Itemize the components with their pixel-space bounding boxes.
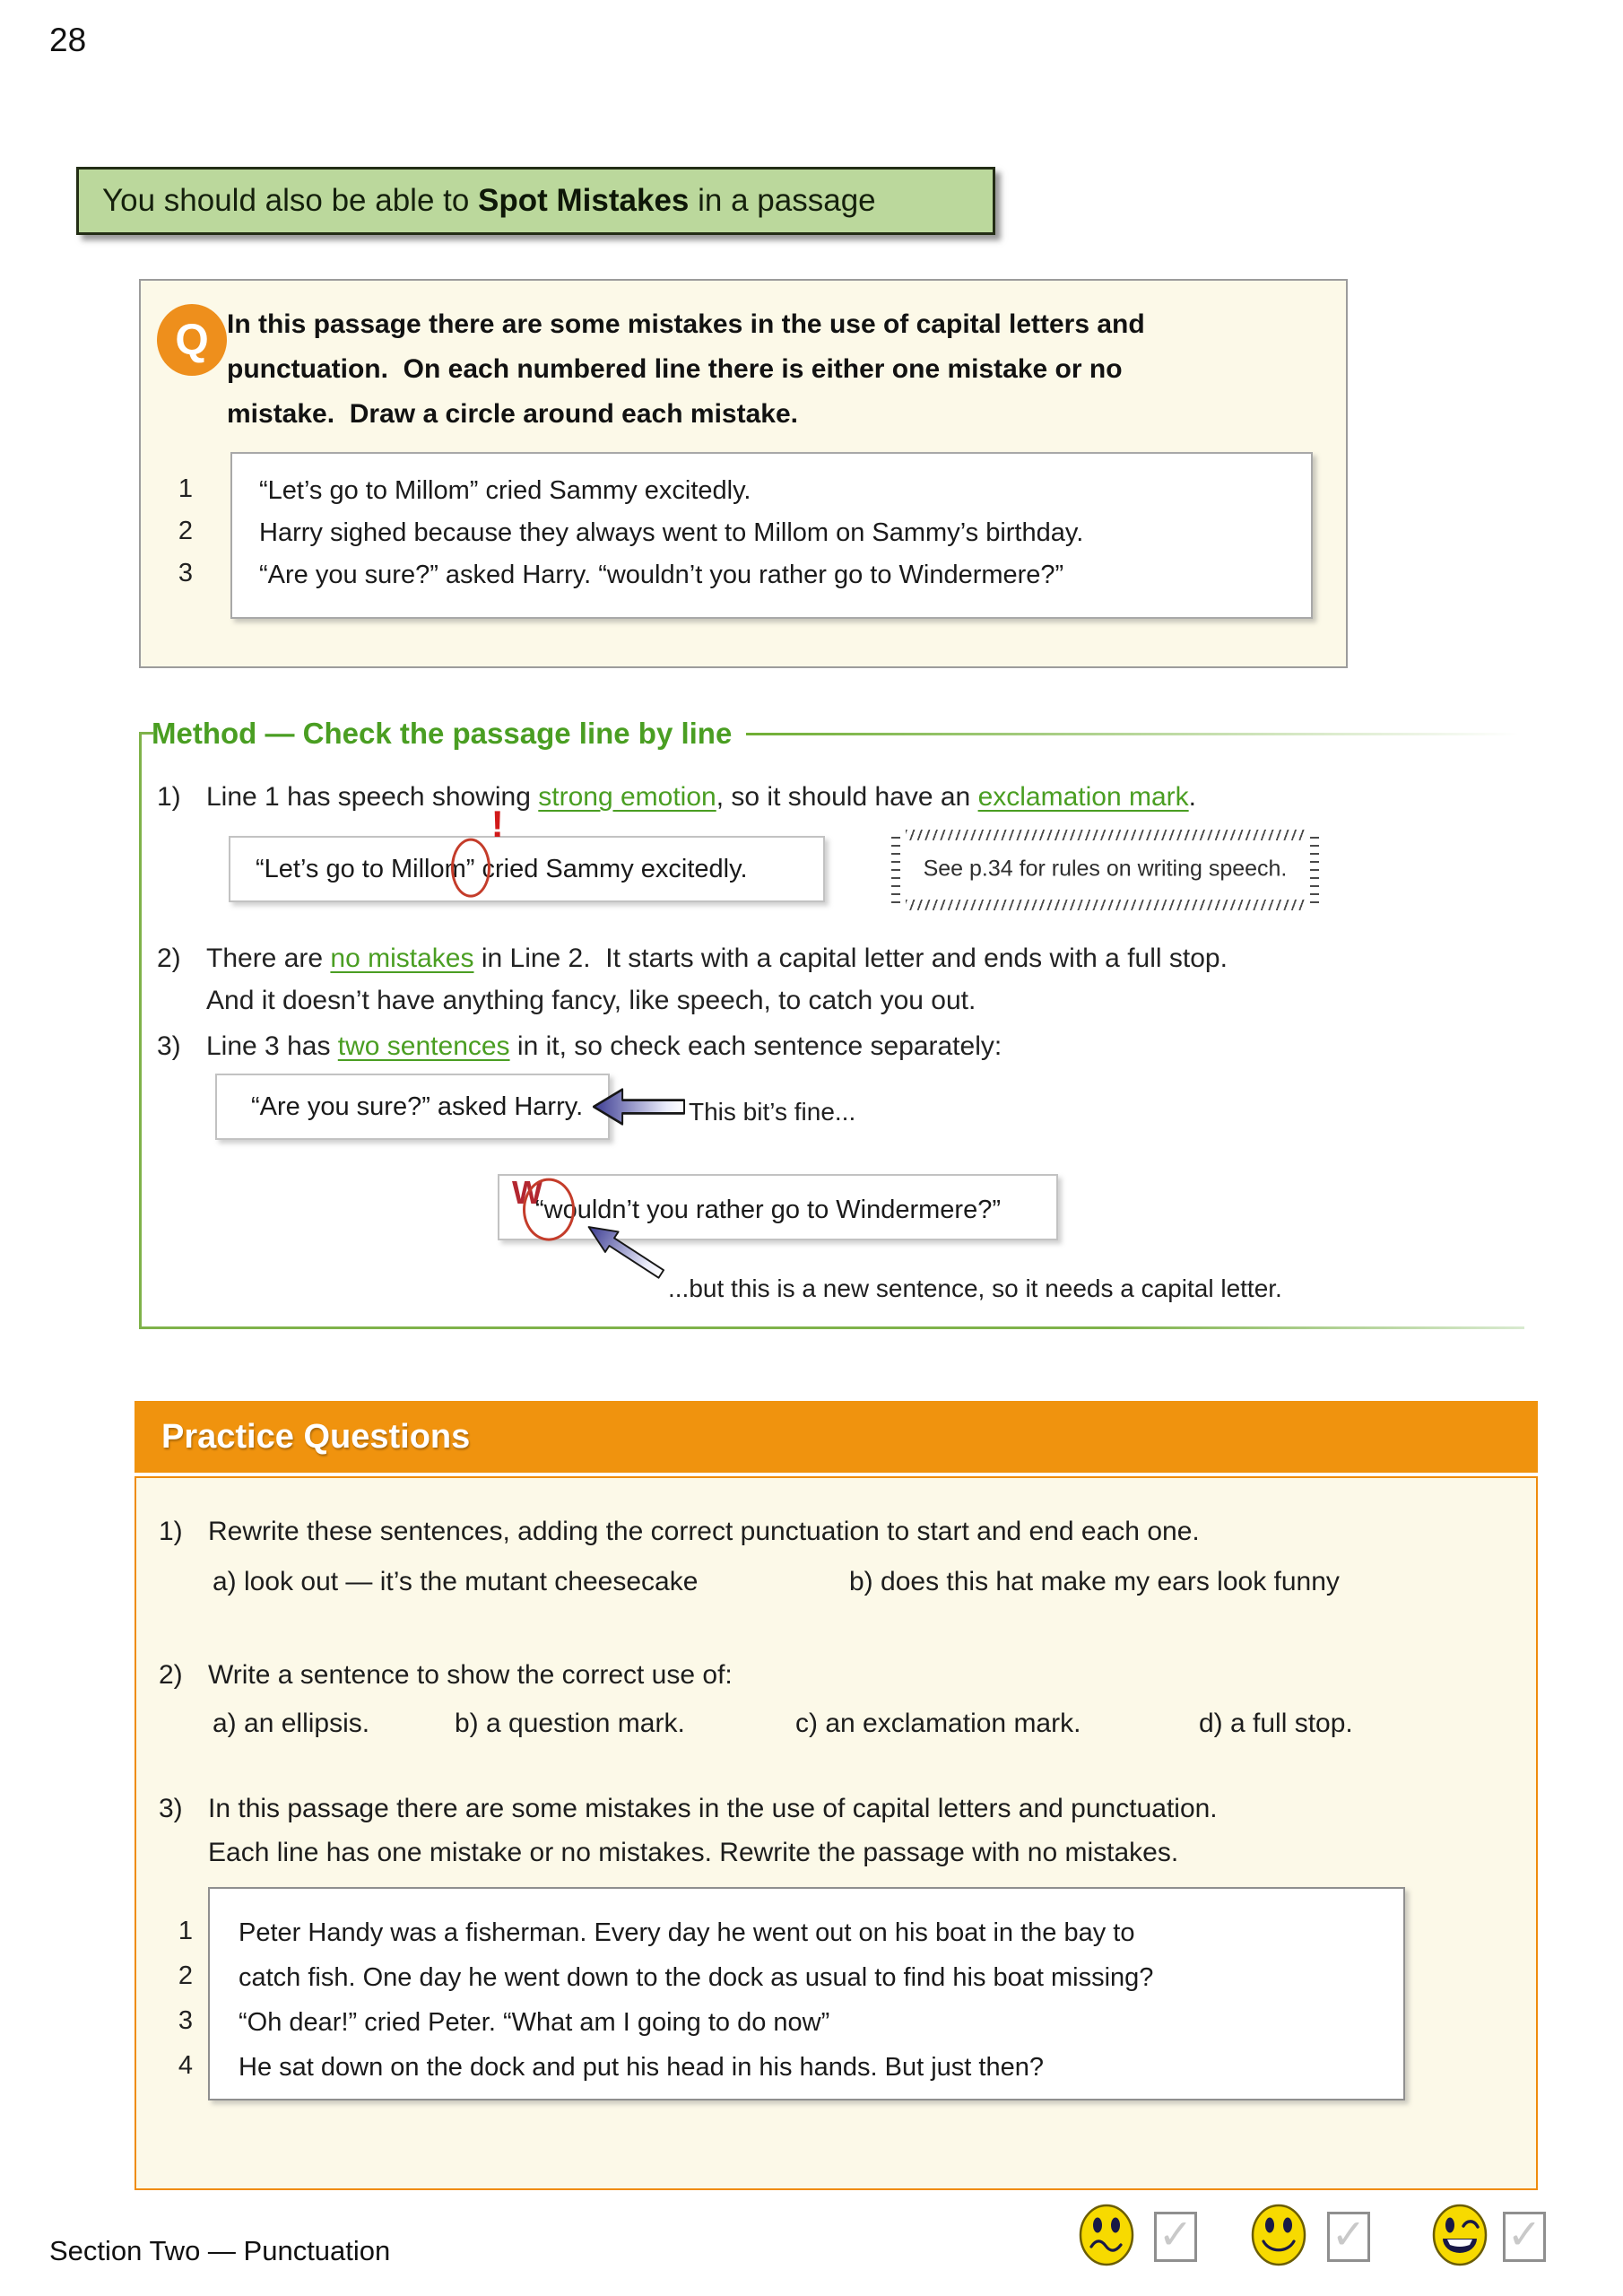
example-text: [256, 802, 748, 884]
method-heading-row: [152, 714, 1519, 753]
smiley-confused-icon: [1079, 2203, 1134, 2267]
section-banner: [76, 167, 995, 235]
step-text-segment: There are: [206, 944, 331, 973]
note-hatch-border-right: [1310, 835, 1319, 903]
page-number: 28: [49, 22, 87, 58]
passage-line: Harry sighed because they always went to Millom on Sammy’s birthday.: [259, 518, 1084, 547]
section-footer-label: Section Two — Punctuation: [49, 2235, 391, 2266]
practice-questions-title: Practice Questions: [161, 1417, 471, 1456]
step-text: [206, 937, 1228, 1022]
question-passage-box: [230, 452, 1313, 619]
practice-passage-box: [208, 1887, 1405, 2100]
banner-text-post: in a passage: [689, 183, 876, 218]
question-prompt-line: mistake. Draw a circle around each mistake.: [227, 399, 798, 429]
side-note: [897, 837, 1314, 901]
practice-q3-prompt-line: Each line has one mistake or no mistakes. Rewrite the passage with no mistakes.: [208, 1838, 1179, 1867]
callout-new-sentence: ...but this is a new sentence, so it needs a capital letter.: [668, 1274, 1282, 1302]
practice-q1: [159, 1510, 1504, 1552]
circled-mistake: [465, 802, 504, 884]
question-prompt: Write a sentence to show the correct use of:: [208, 1660, 733, 1690]
example-line1-box: [229, 802, 825, 902]
practice-q2-part-d: d) a full stop.: [1199, 1709, 1353, 1738]
question-number: 1): [159, 1517, 183, 1546]
red-circle-annotation: [523, 1178, 575, 1240]
method-border-bottom: [139, 1326, 1524, 1329]
practice-q2: [159, 1654, 1504, 1696]
step-text-line: [206, 937, 1228, 979]
side-note-text: See p.34 for rules on writing speech.: [923, 856, 1288, 882]
question-box: [139, 279, 1348, 668]
passage-line: “Are you sure?” asked Harry. “wouldn’t you rather go to Windermere?”: [259, 561, 1064, 589]
question-prompt-line: In this passage there are some mistakes in the use of capital letters and: [227, 309, 1145, 339]
practice-q2-part-a: a) an ellipsis.: [213, 1709, 370, 1738]
passage-line: Peter Handy was a fisherman. Every day he went out on his boat in the bay to: [239, 1918, 1135, 1947]
step-text: [206, 776, 1196, 818]
banner-text-bold: Spot Mistakes: [478, 183, 690, 218]
red-capital-annotation: W: [512, 1174, 542, 1211]
practice-questions-header: [135, 1401, 1538, 1473]
keyword-link: no mistakes: [330, 944, 474, 973]
question-passage-line-numbers: [168, 468, 204, 595]
left-arrow-icon: [592, 1086, 686, 1127]
line-number: 4: [178, 2051, 194, 2080]
smiley-wink-icon: [1432, 2203, 1488, 2267]
question-number: 2): [159, 1660, 183, 1690]
keyword-link: two sentences: [337, 1031, 510, 1061]
red-circle-annotation: [451, 839, 490, 898]
step-text-segment: in it, so check each sentence separately:: [509, 1031, 1002, 1061]
passage-line: He sat down on the dock and put his head in his hands. But just then?: [239, 2053, 1044, 2082]
example-sentence1-box: [215, 1074, 610, 1140]
question-number: 3): [159, 1794, 183, 1823]
line-number: 2: [178, 1961, 194, 1990]
step-number: 3): [157, 1031, 181, 1061]
question-prompt: [227, 302, 1312, 437]
note-hatch-border-left: [891, 835, 900, 903]
example-sentence2-box: [498, 1174, 1058, 1240]
question-badge-icon: Q: [157, 304, 227, 376]
practice-questions-body: [135, 1476, 1538, 2190]
step-text-line: And it doesn’t have anything fancy, like speech, to catch you out.: [206, 986, 976, 1015]
practice-q1-part-b: b) does this hat make my ears look funny: [849, 1567, 1340, 1596]
checkmark-icon: ✓: [1331, 2211, 1367, 2257]
line-number: 1: [178, 474, 194, 503]
circled-character: ”: [465, 854, 475, 883]
question-prompt: Rewrite these sentences, adding the correct punctuation to start and end each one.: [208, 1517, 1200, 1546]
example-text: [512, 1174, 1002, 1226]
method-heading-rule: [746, 733, 1519, 735]
step-text: [206, 1025, 1002, 1067]
example-text-segment: “Let’s go to Millom: [256, 854, 466, 883]
practice-q2-part-c: c) an exclamation mark.: [795, 1709, 1081, 1738]
line-number: 2: [178, 517, 194, 545]
keyword-link: exclamation mark: [977, 782, 1189, 812]
method-step-1: [157, 776, 1502, 818]
example-text-segment: cried Sammy excitedly.: [474, 854, 748, 883]
callout-this-bit-fine: This bit’s fine...: [689, 1098, 856, 1126]
banner-text-pre: You should also be able to: [102, 183, 479, 218]
method-border-left: [139, 732, 142, 1326]
happy-checkbox[interactable]: [1327, 2212, 1370, 2262]
practice-q3-prompt-line: In this passage there are some mistakes in the use of capital letters and punctuation.: [208, 1794, 1218, 1823]
smiley-happy-icon: [1251, 2203, 1306, 2267]
passage-line: “Oh dear!” cried Peter. “What am I going to do now”: [239, 2008, 830, 2037]
line-number: 3: [178, 559, 194, 587]
red-exclamation-annotation: !: [490, 802, 504, 845]
step-text-segment: in Line 2. It starts with a capital letter and ends with a full stop.: [473, 944, 1228, 973]
practice-q1-part-a: a) look out — it’s the mutant cheesecake: [213, 1567, 699, 1596]
step-number: 2): [157, 944, 181, 973]
practice-passage-line-numbers: [168, 1909, 204, 2088]
step-text-segment: .: [1188, 782, 1196, 812]
circled-mistake: [535, 1196, 563, 1225]
passage-line: catch fish. One day he went down to the dock as usual to find his boat missing?: [239, 1963, 1154, 1992]
confused-checkbox[interactable]: [1154, 2212, 1197, 2262]
passage-line: “Let’s go to Millom” cried Sammy excitedly.: [259, 476, 751, 505]
method-step-2: [157, 937, 1502, 1022]
question-prompt-line: punctuation. On each numbered line there is either one mistake or no: [227, 354, 1123, 384]
circled-characters: “w: [534, 1196, 563, 1224]
example-text: “Are you sure?” asked Harry.: [251, 1091, 584, 1121]
method-heading: Method — Check the passage line by line: [152, 717, 733, 750]
note-hatch-border-bottom: [906, 900, 1305, 910]
step-text-segment: Line 1 has speech showing: [206, 782, 539, 812]
note-hatch-border-top: [906, 830, 1305, 840]
wink-checkbox[interactable]: [1503, 2212, 1546, 2262]
step-text-segment: , so it should have an: [716, 782, 978, 812]
method-step-3: [157, 1025, 1502, 1067]
method-section: [139, 714, 1524, 1329]
example-text-segment: ouldn’t you rather go to Windermere?”: [562, 1196, 1002, 1224]
keyword-link: strong emotion: [538, 782, 716, 812]
line-number: 3: [178, 2006, 194, 2035]
line-number: 1: [178, 1917, 194, 1945]
step-text-segment: Line 3 has: [206, 1031, 338, 1061]
practice-q2-part-b: b) a question mark.: [455, 1709, 685, 1738]
step-number: 1): [157, 782, 181, 812]
checkmark-icon: ✓: [1506, 2211, 1542, 2257]
checkmark-icon: ✓: [1158, 2211, 1193, 2257]
